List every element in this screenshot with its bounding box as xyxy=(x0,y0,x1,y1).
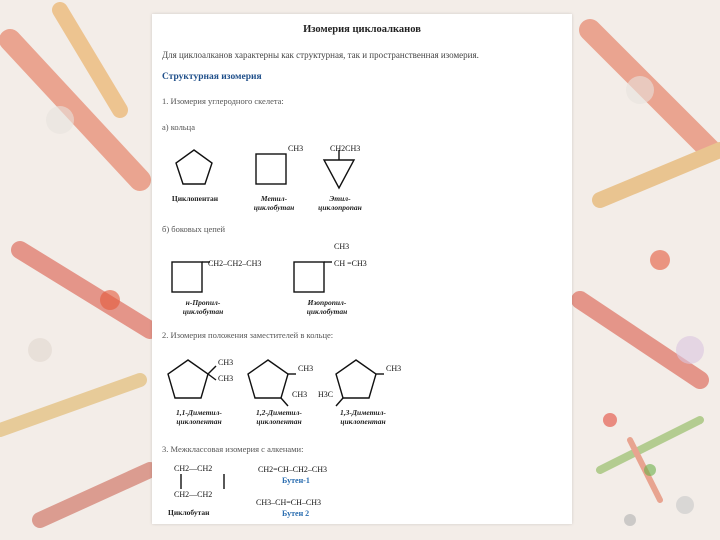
dimethyl-13-name: 1,3-Диметил- циклопентан xyxy=(340,408,386,426)
propylcyclobutane-name: н-Пропил- циклобутан xyxy=(182,298,224,316)
dimethyl-12-name: 1,2-Диметил- циклопентан xyxy=(256,408,302,426)
butene1-formula: CH2=CH–CH2–CH3 xyxy=(258,465,327,474)
cyclopentane-structure xyxy=(174,148,214,188)
ethyl-substituent: CH2CH3 xyxy=(330,144,361,153)
isopropyl-chain-formula: CH =CH3 xyxy=(334,259,367,268)
section1-b-label: б) боковых цепей xyxy=(162,224,226,234)
structural-heading: Структурная изомерия xyxy=(162,72,262,82)
dimethyl-12-sub2: CH3 xyxy=(292,390,308,399)
section3-heading: 3. Межклассовая изомерия с алкенами: xyxy=(162,444,304,454)
methyl-substituent: CH3 xyxy=(288,144,304,153)
isopropylcyclobutane-structure xyxy=(292,260,328,296)
section2-heading: 2. Изомерия положения заместителей в кольце: xyxy=(162,330,334,340)
dimethyl-13-sub2: H3C xyxy=(318,390,334,399)
isopropylcyclobutane-name: Изопропил- циклобутан xyxy=(306,298,348,316)
dimethyl-13-sub1: CH3 xyxy=(386,364,402,373)
section1-a-label: а) кольца xyxy=(162,122,196,132)
cyclobutane-top-row: CH2—CH2 xyxy=(174,464,213,473)
methylcyclobutane-name: Метил- циклобутан xyxy=(253,194,295,212)
cyclopentane-name: Циклопентан xyxy=(171,194,219,203)
methylcyclobutane-structure xyxy=(254,152,288,186)
dimethyl-11-structure xyxy=(166,358,216,406)
butene2-formula: CH3–CH=CH–CH3 xyxy=(256,498,321,507)
dimethyl-13-structure xyxy=(336,358,386,408)
propyl-chain-formula: CH2–CH2–CH3 xyxy=(208,259,262,268)
intro-text: Для циклоалканов характерны как структурная, так и пространственная изомерия. xyxy=(162,50,479,60)
dimethyl-12-sub1: CH3 xyxy=(298,364,314,373)
propylcyclobutane-structure xyxy=(170,260,206,296)
cyclobutane-bonds xyxy=(178,474,228,490)
ethylcyclopropane-name: Этил- циклопропан xyxy=(318,194,362,212)
butene1-name: Бутен-1 xyxy=(282,476,310,485)
section1-heading: 1. Изомерия углеродного скелета: xyxy=(162,96,284,106)
dimethyl-11-sub2: CH3 xyxy=(218,374,234,383)
isopropyl-top-ch3: CH3 xyxy=(334,242,350,251)
cyclobutane-name: Циклобутан xyxy=(168,508,210,517)
cyclobutane-bottom-row: CH2—CH2 xyxy=(174,490,213,499)
ethylcyclopropane-structure xyxy=(322,156,356,190)
butene2-name: Бутен 2 xyxy=(282,509,310,518)
dimethyl-11-name: 1,1-Диметил- циклопентан xyxy=(176,408,222,426)
dimethyl-11-sub1: CH3 xyxy=(218,358,234,367)
slide-document xyxy=(152,14,572,524)
dimethyl-12-structure xyxy=(248,358,298,408)
page-title: Изомерия циклоалканов xyxy=(303,24,421,35)
